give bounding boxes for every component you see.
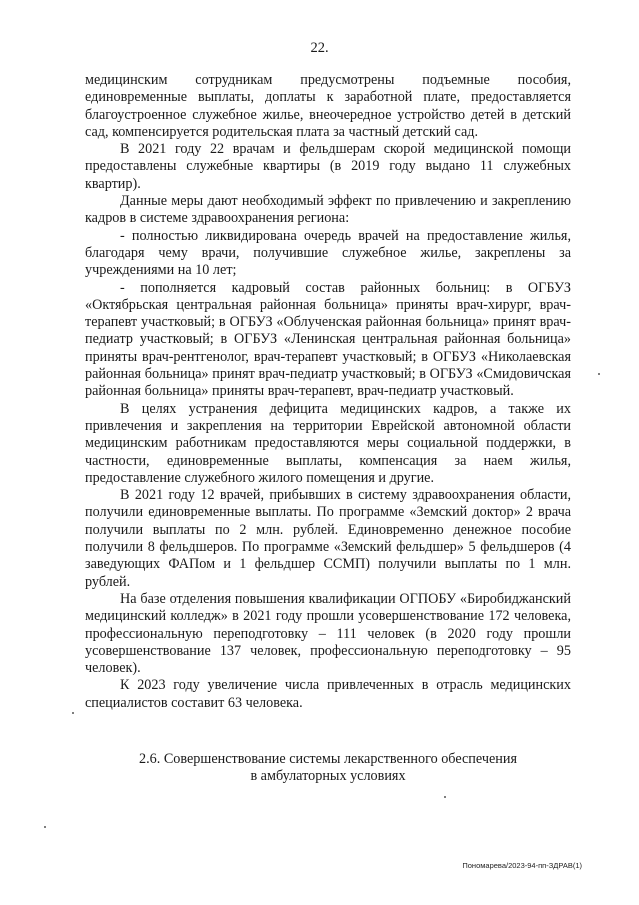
paragraph-4: - полностью ликвидирована очередь врачей на предоставление жилья, благодаря чему врачи, получившие служебное жилье, закреплены за учреждениями на 10 лет; bbox=[85, 227, 571, 279]
page-number: 22. bbox=[310, 40, 329, 56]
document-body bbox=[85, 72, 571, 712]
section-heading bbox=[85, 751, 571, 786]
paragraph-9: К 2023 году увеличение числа привлеченных в отрасль медицинских специалистов составит 63 человека. bbox=[85, 677, 571, 711]
paragraph-6: В целях устранения дефицита медицинских кадров, а также их привлечения и закрепления на территории Еврейской автономной области медицинским работникам предоставляются меры социальной поддержки, в частности, единовременные выплаты, компенсация за наем жилья, предоставление служебного жилого помещения и другие. bbox=[85, 400, 571, 486]
section-heading-line-2: в амбулаторных условиях bbox=[250, 768, 406, 785]
document-reference-code: Пономарева/2023-94-пп-ЗДРАВ(1) bbox=[462, 861, 582, 870]
scan-speck bbox=[598, 373, 600, 375]
scan-speck bbox=[72, 712, 74, 714]
paragraph-7: В 2021 году 12 врачей, прибывших в систему здравоохранения области, получили единовременные выплаты. По программе «Земский доктор» 2 врача получили выплаты по 2 млн. рублей. Единовременно денежное пособие получили 8 фельдшеров. По программе «Земский фельдшер» 5 фельдшеров (4 заведующих ФАПом и 1 фельдшер ССМП) получили выплаты по 1 млн. рублей. bbox=[85, 487, 571, 590]
scan-speck bbox=[444, 796, 446, 798]
paragraph-3: Данные меры дают необходимый эффект по привлечению и закреплению кадров в системе здравоохранения региона: bbox=[85, 193, 571, 227]
paragraph-2: В 2021 году 22 врачам и фельдшерам скорой медицинской помощи предоставлены служебные квартиры (в 2019 году выдано 11 служебных квартир). bbox=[85, 141, 571, 192]
scan-speck bbox=[44, 826, 46, 828]
section-heading-line-1: 2.6. Совершенствование системы лекарственного обеспечения bbox=[139, 751, 517, 767]
paragraph-1: медицинским сотрудникам предусмотрены подъемные пособия, единовременные выплаты, доплаты к заработной плате, предоставляется благоустроенное служебное жилье, внеочередное устройство детей в детский сад, компенсируется родительская плата за частный детский сад. bbox=[85, 72, 571, 140]
paragraph-8: На базе отделения повышения квалификации ОГПОБУ «Биробиджанский медицинский колледж» в 2021 году прошли усовершенствование 172 человека, профессиональную переподготовку – 111 человек (в 2020 году прошли усовершенствование 137 человек, профессиональную переподготовку – 95 человек). bbox=[85, 590, 571, 677]
paragraph-5: - пополняется кадровый состав районных больниц: в ОГБУЗ «Октябрьская центральная районная больница» приняты врач-хирург, врач-терапевт участковый; в ОГБУЗ «Облученская районная больница» принят врач-педиатр участковый; в ОГБУЗ «Ленинская центральная районная больница» приняты врач-рентгенолог, врач-терапевт участковый; в ОГБУЗ «Николаевская районная больница» принят врач-педиатр участковый; в ОГБУЗ «Смидовичская районная больница» приняты врач-терапевт, врач-педиатр участковый. bbox=[85, 279, 571, 400]
